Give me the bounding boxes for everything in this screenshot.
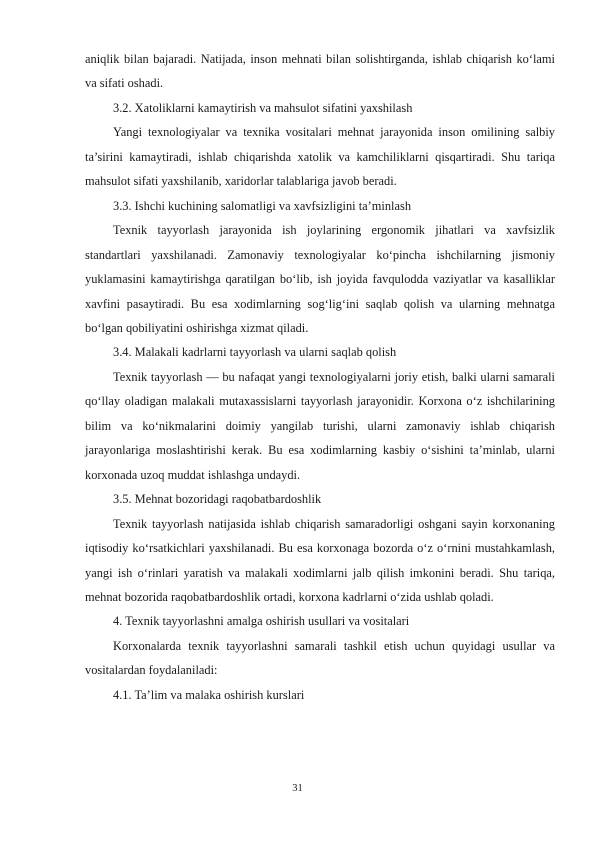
section-heading-3-5: 3.5. Mehnat bozoridagi raqobatbardoshlik [113, 492, 322, 507]
paragraph: Texnik tayyorlash natijasida ishlab chiqarish samaradorligi oshgani sayin korxonaning iqtisodiy ko‘rsatkichlari yaxshilanadi. Bu esa korxonaga bozorda o‘z o‘rnini mustahkamlash, yangi ish o‘rinlari yaratish va malakali xodimlarni jalb qilish imkonini beradi. Shu tariqa, mehnat bozorida raqobatbardoshlik ortadi, korxona kadrlarni o‘zida ushlab qoladi. [85, 516, 555, 604]
paragraph: Texnik tayyorlash jarayonida ish joylarining ergonomik jihatlari va xavfsizlik standartlari yaxshilanadi. Zamonaviy texnologiyalar ko‘pincha ishchilarning jismoniy yuklamasini kamaytirishga qaratilgan bo‘lib, ish joyida favqulodda vaziyatlar va kasalliklar xavfini pasaytiradi. Bu esa xodimlarning sog‘lig‘ini saqlab qolish va ularning mehnatga bo‘lgan qobiliyatini oshirishga xizmat qiladi. [85, 223, 555, 335]
page-body [85, 47, 555, 707]
paragraph: Yangi texnologiyalar va texnika vositalari mehnat jarayonida inson omilining salbiy ta’sirini kamaytiradi, ishlab chiqarishda xatolik va kamchiliklarni qisqartiradi. Shu tariqa mahsulot sifati yaxshilanib, xaridorlar talablariga javob beradi. [85, 125, 555, 189]
paragraph: Korxonalarda texnik tayyorlashni samarali tashkil etish uchun quyidagi usullar va vositalardan foydalaniladi: [85, 638, 555, 678]
paragraph-continued: aniqlik bilan bajaradi. Natijada, inson mehnati bilan solishtirganda, ishlab chiqarish ko‘lami va sifati oshadi. [85, 52, 555, 91]
section-heading-3-2: 3.2. Xatoliklarni kamaytirish va mahsulot sifatini yaxshilash [113, 100, 413, 115]
section-heading-3-4: 3.4. Malakali kadrlarni tayyorlash va ularni saqlab qolish [113, 345, 397, 360]
paragraph: Texnik tayyorlash — bu nafaqat yangi texnologiyalarni joriy etish, balki ularni samarali qo‘llay oladigan malakali mutaxassislarni tayyorlash jarayonidir. Korxona o‘z ishchilarining bilim va ko‘nikmalarini doimiy yangilab turishi, ularni zamonaviy ishlab chiqarish jarayonlariga moslashtirishi kerak. Bu esa xodimlarning kasbiy o‘sishini ta’minlab, ularni korxonada uzoq muddat ishlashga undaydi. [85, 369, 555, 482]
section-heading-4-1: 4.1. Ta’lim va malaka oshirish kurslari [113, 687, 305, 702]
section-heading-4: 4. Texnik tayyorlashni amalga oshirish usullari va vositalari [113, 614, 410, 629]
page-number: 31 [292, 783, 303, 794]
section-heading-3-3: 3.3. Ishchi kuchining salomatligi va xavfsizligini ta’minlash [113, 198, 412, 213]
